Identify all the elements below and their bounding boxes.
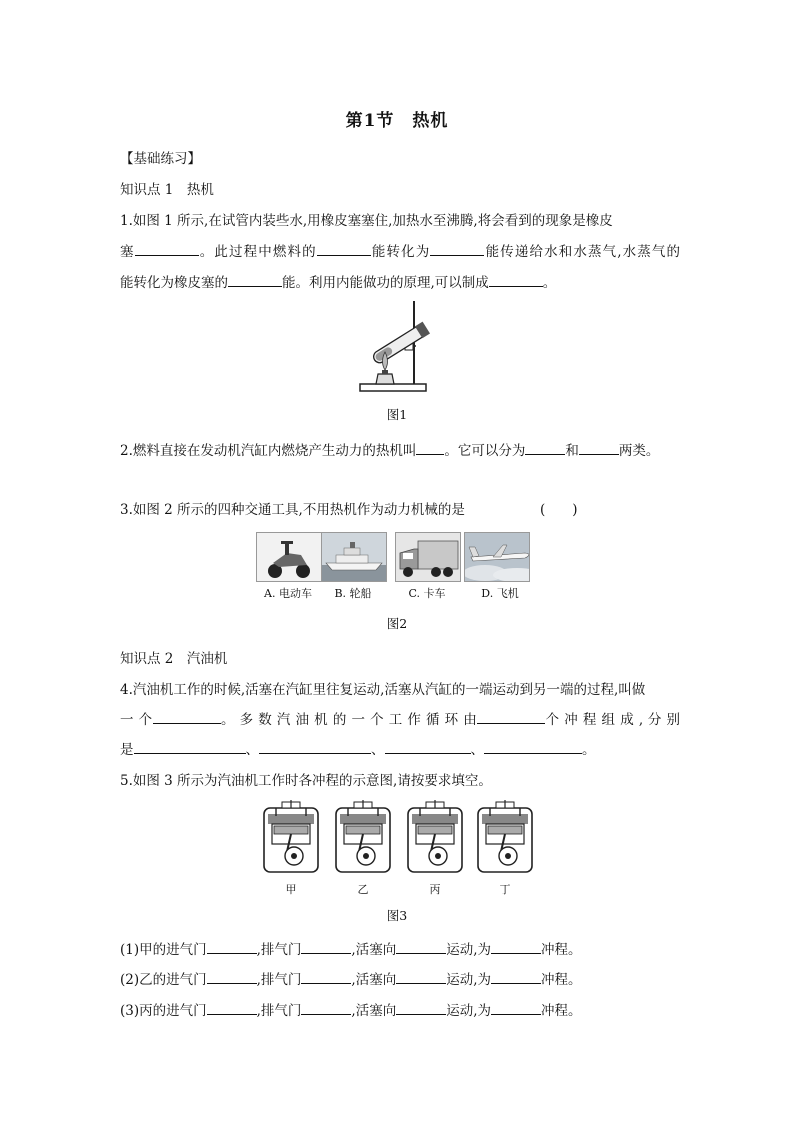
- answer-blank[interactable]: [135, 243, 199, 256]
- q4-line-3: [120, 738, 596, 758]
- answer-blank[interactable]: [228, 274, 282, 287]
- subq-text: (1)甲的进气门: [120, 942, 207, 958]
- subq-text: 运动,为: [446, 1003, 492, 1019]
- subq-text: ,活塞向: [351, 942, 397, 958]
- answer-blank[interactable]: [317, 243, 371, 256]
- section-heading: 【基础练习】: [120, 151, 201, 167]
- test-tube-heating-figure: [356, 298, 438, 394]
- q4-separator: 、: [470, 742, 484, 758]
- q2-text: 。它可以分为: [444, 443, 526, 459]
- subq-text: ,活塞向: [351, 1003, 397, 1019]
- q1-line-2: [120, 240, 680, 260]
- answer-blank[interactable]: [477, 711, 545, 724]
- q4-text: 是: [120, 742, 134, 758]
- answer-blank[interactable]: [579, 442, 619, 455]
- subq-text: 冲程。: [541, 972, 582, 988]
- electric-scooter-image: [256, 532, 322, 582]
- subq-text: ,排气门: [256, 942, 302, 958]
- answer-blank[interactable]: [396, 941, 446, 954]
- figure-3-caption: 图3: [386, 908, 408, 923]
- answer-blank[interactable]: [385, 741, 471, 754]
- answer-blank[interactable]: [134, 741, 246, 754]
- q4-text: 。: [582, 742, 596, 758]
- answer-blank[interactable]: [301, 1002, 351, 1015]
- subq-text: ,活塞向: [351, 972, 397, 988]
- q1-text: 。: [542, 275, 557, 291]
- q1-line-3: [120, 271, 556, 291]
- answer-blank[interactable]: [489, 274, 543, 287]
- subq-text: 运动,为: [446, 972, 492, 988]
- vehicle-label-c: C. 卡车: [408, 587, 446, 600]
- answer-blank[interactable]: [396, 971, 446, 984]
- subq-text: 冲程。: [541, 1003, 582, 1019]
- q4-text: 个 冲 程 组 成 , 分 别: [545, 712, 680, 728]
- vehicle-label-b: B. 轮船: [334, 587, 372, 600]
- q3-text: 3.如图 2 所示的四种交通工具,不用热机作为动力机械的是: [120, 502, 465, 518]
- vehicle-label-d: D. 飞机: [481, 587, 519, 600]
- q4-text: 。 多 数 汽 油 机 的 一 个 工 作 循 环 由: [220, 712, 478, 728]
- q1-text: 能传递给水和水蒸气,水蒸气的: [484, 244, 681, 260]
- airplane-image: [464, 532, 530, 582]
- subq-1: [120, 938, 582, 958]
- answer-blank[interactable]: [207, 971, 257, 984]
- answer-blank[interactable]: [301, 971, 351, 984]
- vehicle-label-a: A. 电动车: [264, 587, 312, 600]
- subq-text: ,排气门: [256, 972, 302, 988]
- answer-blank[interactable]: [207, 1002, 257, 1015]
- answer-blank[interactable]: [484, 741, 582, 754]
- subq-text: 运动,为: [446, 942, 492, 958]
- answer-blank[interactable]: [416, 442, 444, 455]
- figure-1-caption: 图1: [386, 407, 408, 422]
- q1-text: 。此过程中燃料的: [198, 244, 317, 260]
- engine-label-ding: 丁: [499, 883, 511, 896]
- q2-line: [120, 439, 659, 459]
- q1-line-1: 1.如图 1 所示,在试管内装些水,用橡皮塞塞住,加热水至沸腾,将会看到的现象是橡皮: [120, 213, 613, 229]
- answer-blank[interactable]: [259, 741, 371, 754]
- answer-blank[interactable]: [491, 941, 541, 954]
- engine-label-yi: 乙: [357, 883, 369, 896]
- subq-3: [120, 999, 582, 1019]
- q1-text: 塞: [120, 244, 135, 260]
- q2-text: 2.燃料直接在发动机汽缸内燃烧产生动力的热机叫: [120, 443, 417, 459]
- subq-text: ,排气门: [256, 1003, 302, 1019]
- answer-parentheses[interactable]: ( ): [540, 502, 578, 518]
- page-title: 第1节 热机: [345, 111, 449, 131]
- answer-blank[interactable]: [207, 941, 257, 954]
- q1-text: 能转化为橡皮塞的: [120, 275, 228, 291]
- truck-image: [395, 532, 461, 582]
- q4-line-2: [120, 708, 680, 728]
- answer-blank[interactable]: [396, 1002, 446, 1015]
- knowledge-point-1: 知识点 1 热机: [120, 182, 214, 198]
- q1-text: 能转化为: [370, 244, 431, 260]
- knowledge-point-2: 知识点 2 汽油机: [120, 651, 228, 667]
- q4-text: 一 个: [120, 712, 153, 728]
- answer-blank[interactable]: [491, 1002, 541, 1015]
- q2-text: 和: [565, 443, 579, 459]
- engine-strokes-figure: [262, 800, 534, 880]
- q4-separator: 、: [245, 742, 259, 758]
- ship-image: [321, 532, 387, 582]
- q4-line-1: 4.汽油机工作的时候,活塞在汽缸里往复运动,活塞从汽缸的一端运动到另一端的过程,叫做: [120, 682, 646, 698]
- q4-separator: 、: [371, 742, 385, 758]
- subq-2: [120, 968, 582, 988]
- subq-text: 冲程。: [541, 942, 582, 958]
- engine-label-bing: 丙: [429, 883, 441, 896]
- answer-blank[interactable]: [301, 941, 351, 954]
- answer-blank[interactable]: [153, 711, 221, 724]
- engine-label-jia: 甲: [285, 883, 297, 896]
- answer-blank[interactable]: [491, 971, 541, 984]
- subq-text: (2)乙的进气门: [120, 972, 207, 988]
- answer-blank[interactable]: [430, 243, 484, 256]
- q1-text: 能。利用内能做功的原理,可以制成: [282, 275, 489, 291]
- subq-text: (3)丙的进气门: [120, 1003, 207, 1019]
- answer-blank[interactable]: [525, 442, 565, 455]
- q5-text: 5.如图 3 所示为汽油机工作时各冲程的示意图,请按要求填空。: [120, 773, 492, 789]
- figure-2-caption: 图2: [386, 616, 408, 631]
- q2-text: 两类。: [618, 443, 660, 459]
